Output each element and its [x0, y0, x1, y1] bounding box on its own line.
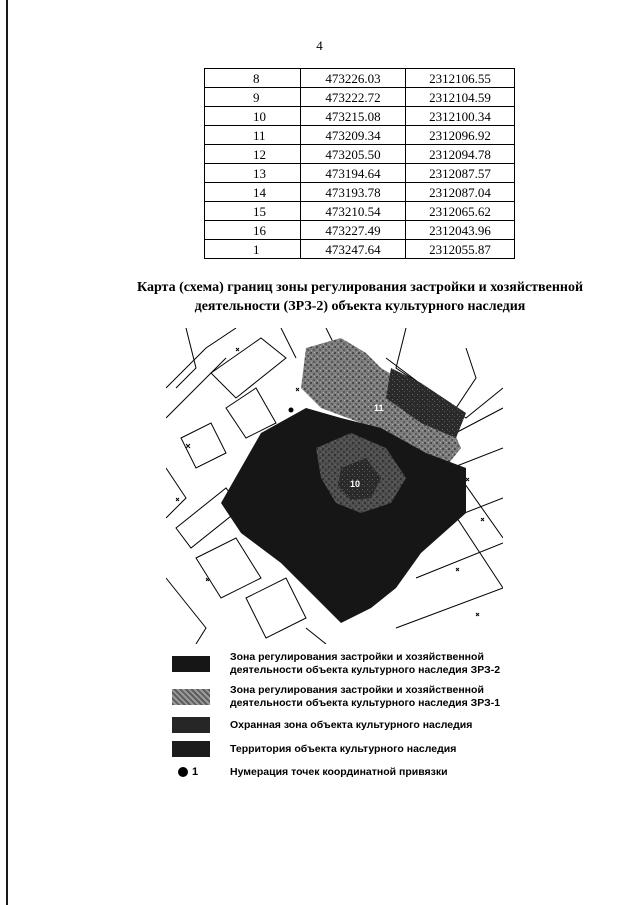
x-coordinate-cell: 473222.72	[301, 88, 406, 107]
x-coordinate-cell: 473209.34	[301, 126, 406, 145]
point-number-cell: 12	[205, 145, 301, 164]
table-row	[205, 126, 515, 145]
y-coordinate-cell: 2312065.62	[406, 202, 515, 221]
legend-item-zrz1	[172, 681, 592, 713]
y-coordinate-cell: 2312043.96	[406, 221, 515, 240]
coordinates-table	[204, 68, 515, 259]
y-coordinate-cell: 2312087.57	[406, 164, 515, 183]
y-coordinate-cell: 2312100.34	[406, 107, 515, 126]
table-row	[205, 69, 515, 88]
legend-swatch-zrz2	[172, 656, 210, 672]
point-number-cell: 9	[205, 88, 301, 107]
x-coordinate-cell: 473193.78	[301, 183, 406, 202]
legend-label-zrz1: Зона регулирования застройки и хозяйственной деятельности объекта культурного наследия ЗРЗ-1	[230, 684, 501, 709]
point-number-cell: 1	[205, 240, 301, 259]
x-coordinate-cell: 473226.03	[301, 69, 406, 88]
point-number-cell: 8	[205, 69, 301, 88]
legend-numbering-marker-label: 1	[192, 766, 199, 778]
page-left-edge	[6, 0, 8, 905]
x-coordinate-cell: 473215.08	[301, 107, 406, 126]
y-coordinate-cell: 2312104.59	[406, 88, 515, 107]
map-legend	[172, 648, 592, 783]
legend-item-protection	[172, 714, 592, 736]
legend-item-numbering	[172, 761, 592, 783]
y-coordinate-cell: 2312055.87	[406, 240, 515, 259]
cadastral-map	[166, 328, 503, 644]
map-title-line-2: деятельности (ЗРЗ-2) объекта культурного наследия	[194, 299, 526, 314]
x-coordinate-cell: 473247.64	[301, 240, 406, 259]
point-number-cell: 13	[205, 164, 301, 183]
legend-swatch-protection	[172, 717, 210, 733]
table-row	[205, 107, 515, 126]
x-coordinate-cell: 473194.64	[301, 164, 406, 183]
legend-swatch-territory	[172, 741, 210, 757]
point-number-cell: 10	[205, 107, 301, 126]
map-label-11: 11	[374, 403, 384, 413]
table-row	[205, 202, 515, 221]
legend-item-zrz2	[172, 648, 592, 680]
point-number-cell: 15	[205, 202, 301, 221]
x-coordinate-cell: 473227.49	[301, 221, 406, 240]
legend-numbering-marker	[172, 766, 210, 778]
legend-label-protection: Охранная зона объекта культурного наследия	[230, 718, 473, 731]
x-coordinate-cell: 473205.50	[301, 145, 406, 164]
legend-label-territory: Территория объекта культурного наследия	[230, 742, 457, 755]
map-label-10: 10	[350, 479, 361, 489]
y-coordinate-cell: 2312087.04	[406, 183, 515, 202]
legend-item-territory	[172, 738, 592, 760]
coordinates-table-body	[205, 69, 515, 259]
y-coordinate-cell: 2312096.92	[406, 126, 515, 145]
table-row	[205, 88, 515, 107]
table-row	[205, 145, 515, 164]
point-number-cell: 11	[205, 126, 301, 145]
legend-label-numbering: Нумерация точек координатной привязки	[230, 765, 448, 778]
y-coordinate-cell: 2312106.55	[406, 69, 515, 88]
page-number: 4	[316, 38, 323, 53]
point-number-cell: 16	[205, 221, 301, 240]
x-coordinate-cell: 473210.54	[301, 202, 406, 221]
map-title-line-1: Карта (схема) границ зоны регулирования застройки и хозяйственной	[136, 280, 584, 295]
point-marker-icon	[178, 767, 188, 777]
legend-label-zrz2: Зона регулирования застройки и хозяйственной деятельности объекта культурного наследия ЗРЗ-2	[230, 651, 501, 676]
table-row	[205, 221, 515, 240]
table-row	[205, 164, 515, 183]
table-row	[205, 240, 515, 259]
y-coordinate-cell: 2312094.78	[406, 145, 515, 164]
table-row	[205, 183, 515, 202]
map-title	[90, 278, 630, 316]
point-number-cell: 14	[205, 183, 301, 202]
legend-swatch-zrz1	[172, 689, 210, 705]
map-label-12: 12	[294, 391, 305, 401]
